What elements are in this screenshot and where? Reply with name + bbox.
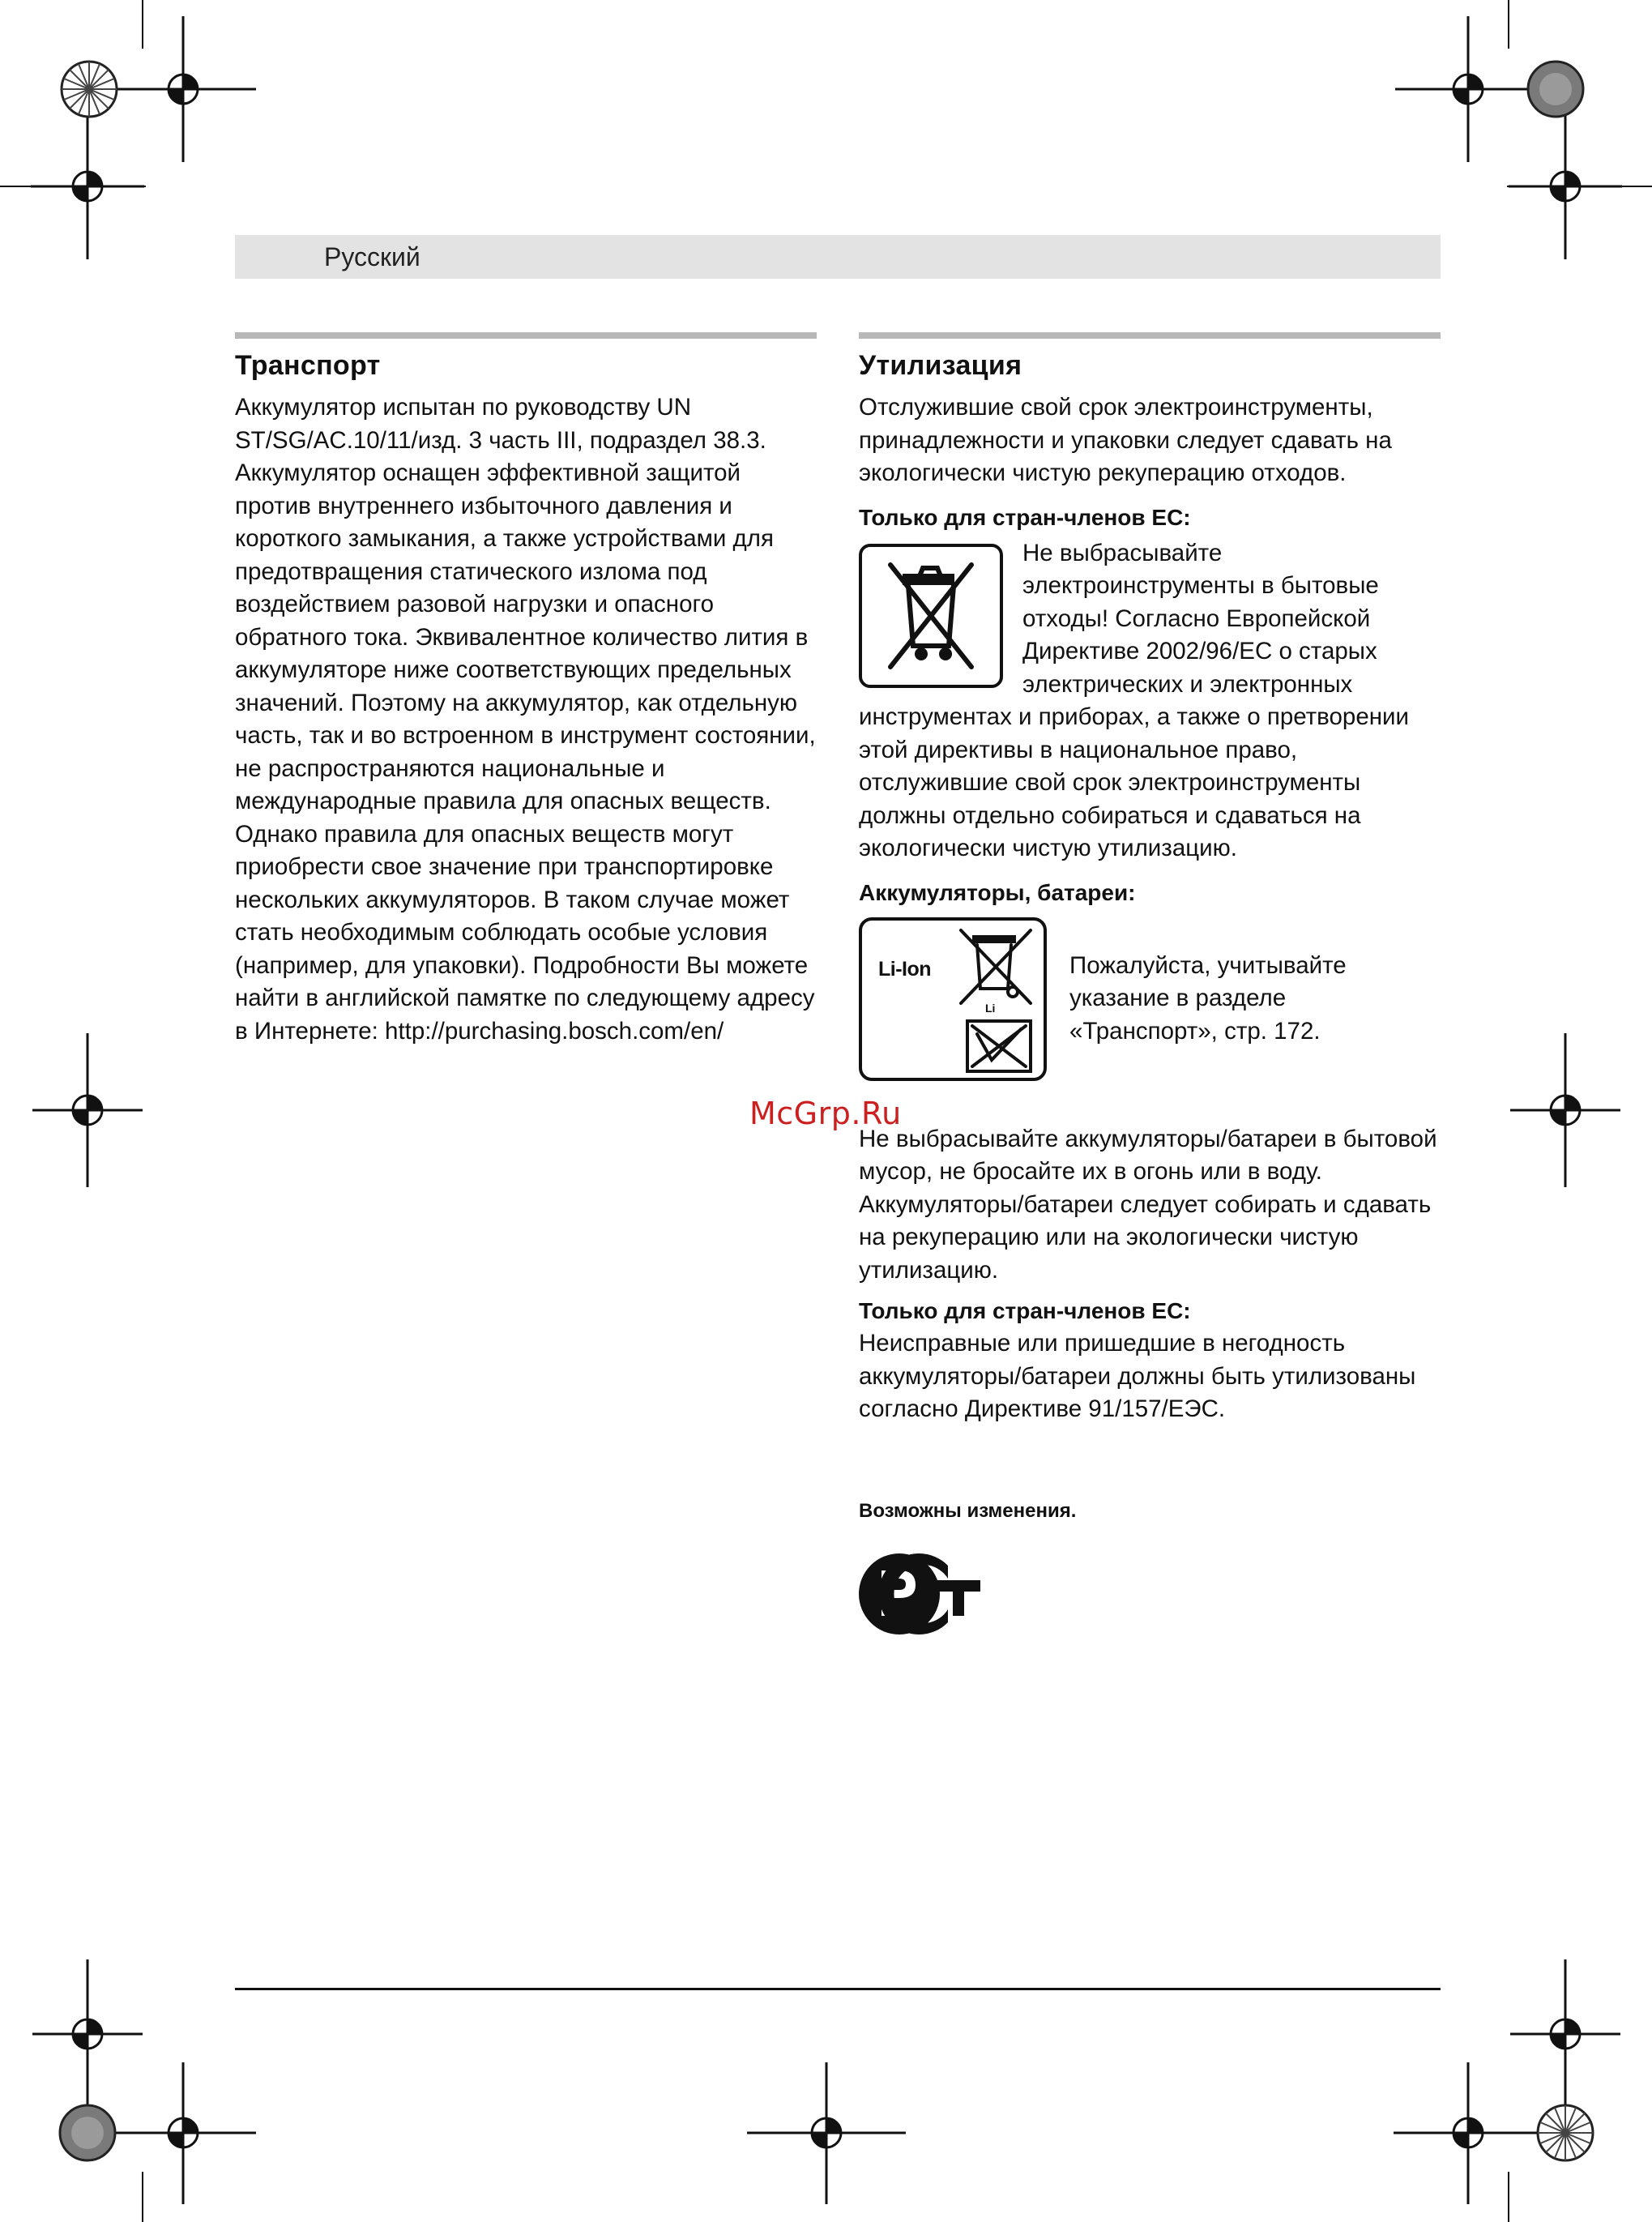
header-language: Русский bbox=[324, 242, 420, 271]
changes-note: Возможны изменения. bbox=[859, 1500, 1077, 1522]
eu-weee-text: Не выбрасывайте электроинструменты в бытовые отходы! Согласно Европейской Директиве 2002/96/ЕС о старых электрических и электронных инструментах и приборах, а также о претворении этой директивы в национальное право, отслужившие свой срок электроинструменты должны отдельно собираться и сдаваться на экологически чистую утилизацию. bbox=[859, 539, 1409, 861]
li-sublabel: Li bbox=[985, 1001, 996, 1015]
watermark: McGrp.Ru bbox=[749, 1096, 902, 1131]
eu-batteries-text: Неисправные или пришедшие в негодность аккумуляторы/батареи должны быть утилизованы согласно Директиве 91/157/ЕЭС. bbox=[859, 1330, 1416, 1422]
crossed-bin-icon bbox=[859, 544, 1003, 688]
batteries-row bbox=[859, 917, 1441, 1081]
footer-rule bbox=[235, 1988, 1441, 1990]
li-ion-battery-icon bbox=[859, 917, 1047, 1081]
eu-heading: Только для стран-членов ЕС: bbox=[859, 504, 1191, 530]
transport-title: Транспорт bbox=[235, 350, 381, 381]
batteries-text: Не выбрасывайте аккумуляторы/батареи в бытовой мусор, не бросайте их в огонь или в воду. Аккумуляторы/батареи следует собирать и сдавать на рекуперацию или на экологически чистую утилизацию. bbox=[859, 1125, 1437, 1284]
section-rule bbox=[859, 332, 1441, 339]
transport-section bbox=[235, 332, 817, 1048]
weee-block bbox=[859, 537, 1441, 865]
pct-certification-logo bbox=[857, 1549, 987, 1643]
disposal-title: Утилизация bbox=[859, 350, 1022, 381]
disposal-intro: Отслужившие свой срок электроинструменты, принадлежности и упаковки следует сдавать на экологически чистую рекуперацию отходов. bbox=[859, 394, 1392, 486]
batteries-heading: Аккумуляторы, батареи: bbox=[859, 879, 1136, 905]
eu-heading-2: Только для стран-членов ЕС: bbox=[859, 1298, 1191, 1323]
header-language-band bbox=[235, 235, 1441, 279]
section-rule bbox=[235, 332, 817, 339]
batteries-note: Пожалуйста, учитывайте указание в разделе «Транспорт», стр. 172. bbox=[1069, 951, 1347, 1045]
transport-body: Аккумулятор испытан по руководству UN ST/SG/AC.10/11/изд. 3 часть III, подраздел 38.3. Аккумулятор оснащен эффективной защитой против внутреннего избыточного давления и короткого замыкания, а также устройствами для предотвращения статического излома под воздействием разовой нагрузки и опасного обратного тока. Эквивалентное количество лития в аккумуляторе ниже соответствующих предельных значений. Поэтому на аккумулятор, как отдельную часть, так и во встроенном в инструмент состоянии, не распространяются национальные и международные правила для опасных веществ. Однако правила для опасных веществ могут приобрести свое значение при транспортировке нескольких аккумуляторов. В таком случае может стать необходимым соблюдать особые условия (например, для упаковки). Подробности Вы можете найти в английской памятке по следующему адресу в Интернете: http://purchasing.bosch.com/en/ bbox=[235, 394, 816, 1045]
disposal-section bbox=[859, 332, 1441, 1426]
li-ion-label: Li-Ion bbox=[878, 957, 932, 981]
